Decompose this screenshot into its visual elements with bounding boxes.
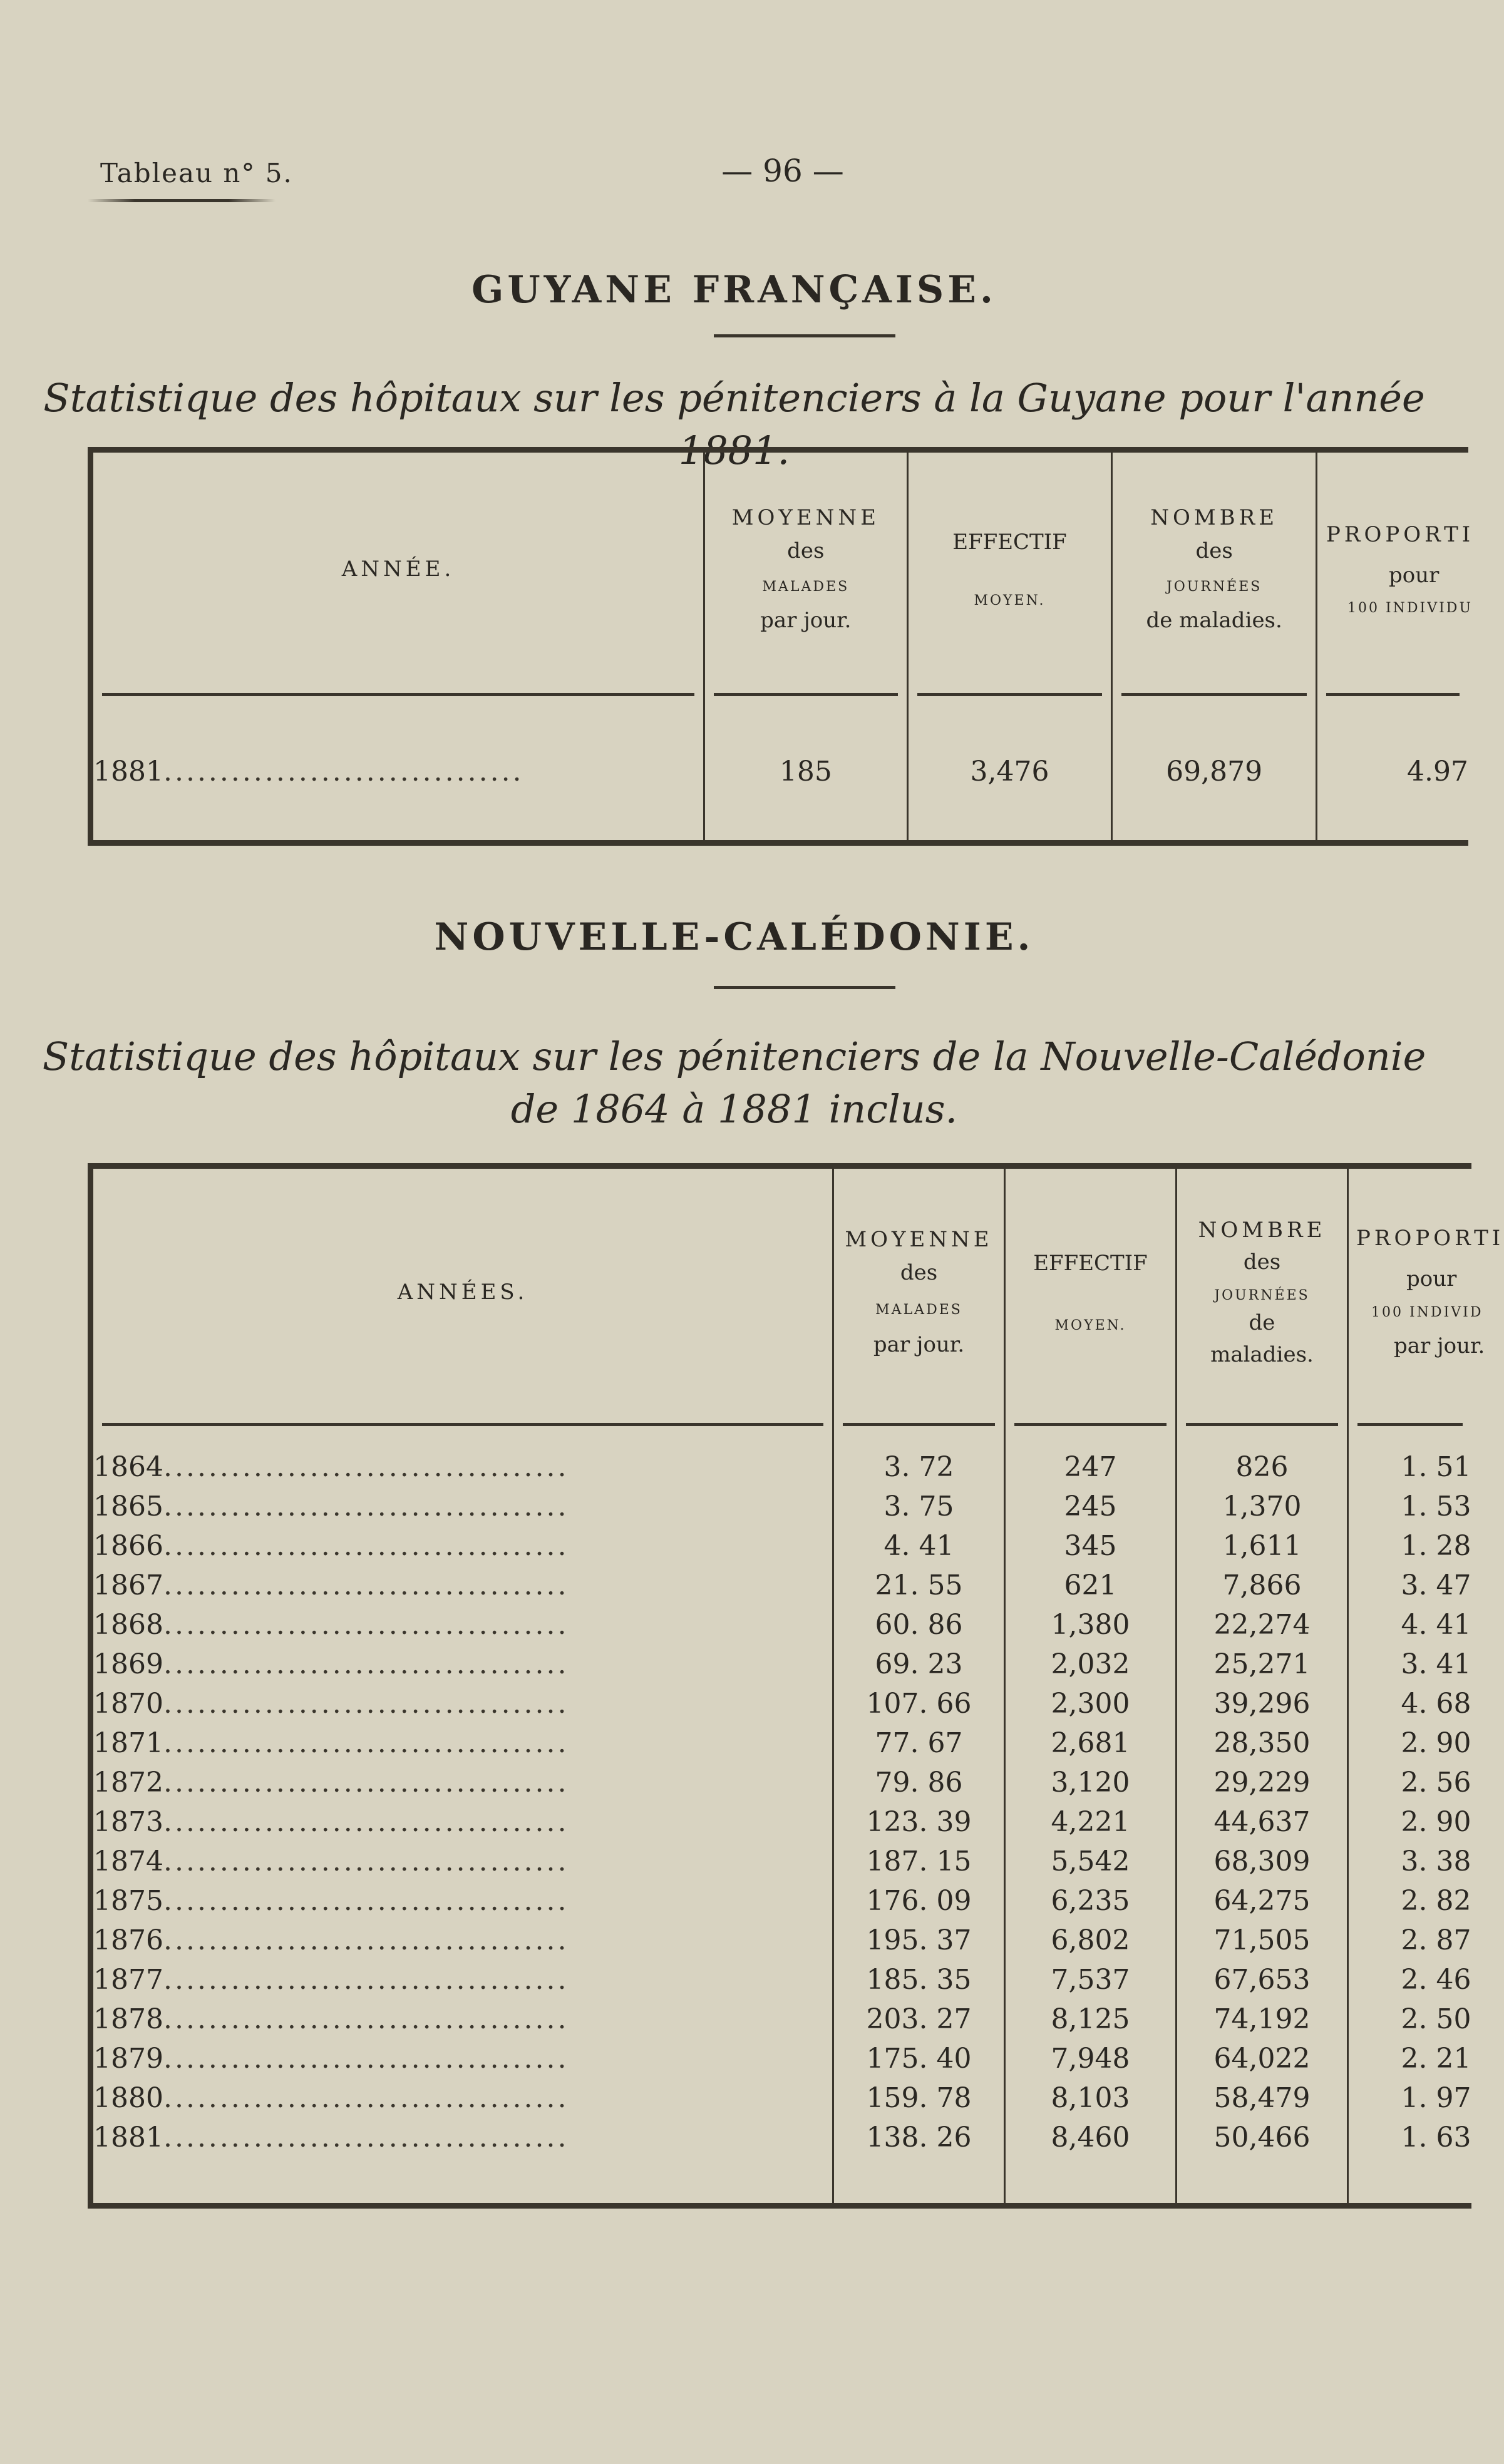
header-label: JOURNÉES — [1166, 578, 1262, 595]
cell-proportion: 2. 82 — [1348, 1881, 1471, 1921]
header-label: des — [900, 1260, 938, 1286]
cell-moyenne: 123. 39 — [833, 1802, 1005, 1842]
table-row — [91, 1960, 1471, 1999]
year-label: 1878 — [93, 2003, 163, 2035]
cell-nombre: 1,370 — [1177, 1487, 1348, 1526]
leader-dots: .................................... — [163, 1963, 569, 1996]
leader-dots: .................................... — [163, 2003, 569, 2035]
leader-dots: .................................... — [163, 1766, 569, 1799]
header-label: par jour. — [760, 608, 852, 634]
guyane-table — [88, 447, 1475, 846]
header-label: MALADES — [875, 1301, 962, 1318]
cell-effectif: 2,681 — [1005, 1723, 1177, 1763]
guyane-subtitle: Statistique des hôpitaux sur les pénitenciers à la Guyane pour l'année 1881. — [43, 375, 1425, 473]
cell-effectif: 3,476 — [907, 703, 1112, 843]
leader-dots: .................................... — [163, 2042, 569, 2075]
col-header-effectif — [907, 450, 1112, 687]
leader-dots: .................................... — [163, 1845, 569, 1877]
cell-proportion: 1. 63 — [1348, 2118, 1471, 2157]
cell-nombre: 826 — [1177, 1433, 1348, 1487]
header-label: ANNÉES. — [397, 1280, 528, 1305]
leader-dots: .................................... — [163, 2121, 569, 2153]
header-label: MOYENNE — [731, 505, 880, 531]
row-year — [91, 1487, 833, 1526]
cell-nombre: 28,350 — [1177, 1723, 1348, 1763]
cell-nombre: 64,022 — [1177, 2039, 1348, 2078]
col-header-nombre — [1177, 1166, 1348, 1417]
cell-proportion: 2. 46 — [1348, 1960, 1471, 1999]
table-row — [91, 1723, 1471, 1763]
leader-dots: .................................... — [163, 1687, 569, 1720]
caledonie-table — [88, 1163, 1504, 2209]
row-year — [91, 2078, 833, 2118]
caledonie-table-body — [91, 1433, 1471, 2206]
leader-dots: .................................... — [163, 1727, 569, 1759]
leader-dots: .................................... — [163, 1805, 569, 1838]
cell-moyenne: 4. 41 — [833, 1526, 1005, 1566]
year-label: 1871 — [93, 1727, 163, 1759]
cell-nombre: 69,879 — [1112, 703, 1317, 843]
year-label: 1869 — [93, 1648, 163, 1680]
table-row — [91, 1881, 1471, 1921]
header-label: MOYEN. — [1054, 1317, 1126, 1333]
cell-moyenne: 3. 75 — [833, 1487, 1005, 1526]
table-row — [91, 2118, 1471, 2157]
caledonie-title: NOUVELLE-CALÉDONIE. — [434, 915, 1034, 959]
header-label: par jour. — [1394, 1333, 1485, 1359]
cell-nombre: 1,611 — [1177, 1526, 1348, 1566]
cell-nombre: 44,637 — [1177, 1802, 1348, 1842]
year-label: 1880 — [93, 2082, 163, 2114]
cell-effectif: 2,032 — [1005, 1645, 1177, 1684]
cell-moyenne: 176. 09 — [833, 1881, 1005, 1921]
year-label: 1864 — [93, 1451, 163, 1483]
header-label: MALADES — [762, 578, 850, 595]
year-label: 1879 — [93, 2042, 163, 2075]
cell-effectif: 621 — [1005, 1566, 1177, 1605]
cell-effectif: 8,103 — [1005, 2078, 1177, 2118]
cell-moyenne: 60. 86 — [833, 1605, 1005, 1645]
cell-effectif: 6,802 — [1005, 1921, 1177, 1960]
row-year — [91, 1645, 833, 1684]
header-label: des — [1195, 538, 1233, 564]
header-label: par jour. — [873, 1332, 965, 1358]
year-label: 1874 — [93, 1845, 163, 1877]
cell-proportion: 4. 41 — [1348, 1605, 1471, 1645]
table-footer-space — [91, 2157, 1471, 2206]
row-year — [91, 1802, 833, 1842]
cell-proportion: 2. 90 — [1348, 1723, 1471, 1763]
cell-effectif: 7,948 — [1005, 2039, 1177, 2078]
cell-moyenne: 3. 72 — [833, 1433, 1005, 1487]
cell-proportion: 3. 41 — [1348, 1645, 1471, 1684]
cell-nombre: 64,275 — [1177, 1881, 1348, 1921]
cell-moyenne: 203. 27 — [833, 1999, 1005, 2039]
cell-moyenne: 69. 23 — [833, 1645, 1005, 1684]
table-row — [91, 1487, 1471, 1526]
table-row — [91, 2039, 1471, 2078]
year-label: 1865 — [93, 1490, 163, 1522]
col-header-nombre — [1112, 450, 1317, 687]
cell-moyenne: 187. 15 — [833, 1842, 1005, 1881]
header-label: des — [787, 538, 825, 564]
table-row — [91, 1921, 1471, 1960]
row-year — [91, 1526, 833, 1566]
cell-nombre: 67,653 — [1177, 1960, 1348, 1999]
cell-proportion: 2. 87 — [1348, 1921, 1471, 1960]
cell-effectif: 7,537 — [1005, 1960, 1177, 1999]
header-label: maladies. — [1210, 1342, 1314, 1367]
header-separator — [91, 687, 1469, 703]
col-header-proportion — [1316, 450, 1475, 687]
cell-nombre: 25,271 — [1177, 1645, 1348, 1684]
cell-nombre: 29,229 — [1177, 1763, 1348, 1802]
cell-nombre: 22,274 — [1177, 1605, 1348, 1645]
cell-effectif: 3,120 — [1005, 1763, 1177, 1802]
header-label: EFFECTIF — [1033, 1251, 1148, 1276]
cell-moyenne: 79. 86 — [833, 1763, 1005, 1802]
cell-effectif: 8,125 — [1005, 1999, 1177, 2039]
cell-proportion: 4.97 — [1316, 703, 1468, 843]
year-label: 1867 — [93, 1569, 163, 1601]
cell-proportion: 1. 51 — [1348, 1433, 1471, 1487]
cell-proportion: 1. 53 — [1348, 1487, 1471, 1526]
year-label: 1868 — [93, 1608, 163, 1641]
row-year — [91, 1684, 833, 1723]
cell-effectif: 5,542 — [1005, 1842, 1177, 1881]
cell-effectif: 4,221 — [1005, 1802, 1177, 1842]
cell-moyenne: 159. 78 — [833, 2078, 1005, 2118]
year-label: 1877 — [93, 1963, 163, 1996]
row-year — [91, 1842, 833, 1881]
row-year — [91, 1960, 833, 1999]
header-label: JOURNÉES — [1214, 1287, 1310, 1303]
leader-dots: .................................... — [163, 1569, 569, 1601]
col-header-moyenne — [704, 450, 908, 687]
cell-effectif: 8,460 — [1005, 2118, 1177, 2157]
header-label: NOMBRE — [1150, 505, 1279, 531]
cell-nombre: 71,505 — [1177, 1921, 1348, 1960]
table-row — [91, 1566, 1471, 1605]
row-year — [91, 1763, 833, 1802]
table-row — [91, 703, 1469, 843]
cell-proportion: 2. 56 — [1348, 1763, 1471, 1802]
table-row — [91, 1605, 1471, 1645]
row-year — [91, 1433, 833, 1487]
cell-proportion: 2. 50 — [1348, 1999, 1471, 2039]
leader-dots: .................................... — [163, 1924, 569, 1956]
header-label: de maladies. — [1146, 608, 1282, 634]
header-label: MOYEN. — [974, 592, 1046, 608]
table-row — [91, 1842, 1471, 1881]
cell-proportion: 1. 97 — [1348, 2078, 1471, 2118]
row-year — [91, 1921, 833, 1960]
header-label: ANNÉE. — [341, 557, 455, 582]
table-header-row — [91, 1166, 1471, 1417]
year-label: 1881 — [93, 755, 163, 788]
table-header-row — [91, 450, 1469, 687]
col-header-moyenne — [833, 1166, 1005, 1417]
year-label: 1873 — [93, 1805, 163, 1838]
cell-effectif: 6,235 — [1005, 1881, 1177, 1921]
caledonie-subtitle-line2: de 1864 à 1881 inclus. — [510, 1086, 958, 1132]
title-rule — [714, 334, 895, 337]
header-separator — [91, 1417, 1471, 1433]
cell-moyenne: 107. 66 — [833, 1684, 1005, 1723]
cell-moyenne: 185. 35 — [833, 1960, 1005, 1999]
leader-dots: .................................... — [163, 2082, 569, 2114]
table-row — [91, 1763, 1471, 1802]
row-year — [91, 2118, 833, 2157]
cell-moyenne: 138. 26 — [833, 2118, 1005, 2157]
header-label: 100 INDIVID — [1371, 1304, 1483, 1320]
table-row — [91, 1526, 1471, 1566]
table-row — [91, 1433, 1471, 1487]
title-rule — [714, 986, 895, 989]
col-header-year — [91, 1166, 833, 1417]
cell-nombre: 68,309 — [1177, 1842, 1348, 1881]
header-label: NOMBRE — [1198, 1217, 1326, 1243]
col-header-effectif — [1005, 1166, 1177, 1417]
table-row — [91, 1684, 1471, 1723]
row-year — [91, 1881, 833, 1921]
cell-nombre: 50,466 — [1177, 2118, 1348, 2157]
leader-dots: .................................... — [163, 1529, 569, 1562]
col-header-year — [91, 450, 704, 687]
cell-nombre: 58,479 — [1177, 2078, 1348, 2118]
header-label: pour — [1388, 562, 1440, 588]
cell-effectif: 2,300 — [1005, 1684, 1177, 1723]
table-row — [91, 1999, 1471, 2039]
row-year — [91, 1605, 833, 1645]
header-label: EFFECTIF — [952, 530, 1067, 555]
cell-moyenne: 195. 37 — [833, 1921, 1005, 1960]
cell-nombre: 39,296 — [1177, 1684, 1348, 1723]
col-header-proportion — [1348, 1166, 1504, 1417]
header-label: de — [1249, 1310, 1275, 1335]
row-year — [91, 1723, 833, 1763]
cell-proportion: 2. 90 — [1348, 1802, 1471, 1842]
table-number: Tableau n° 5. — [100, 158, 293, 188]
cell-effectif: 345 — [1005, 1526, 1177, 1566]
row-year — [91, 703, 704, 843]
row-year — [91, 2039, 833, 2078]
table-row — [91, 2078, 1471, 2118]
cell-moyenne: 77. 67 — [833, 1723, 1005, 1763]
header-label: PROPORTI — [1356, 1226, 1504, 1251]
header-label: des — [1243, 1249, 1281, 1275]
header-label: PROPORTI — [1326, 521, 1475, 547]
row-year — [91, 1999, 833, 2039]
year-label: 1866 — [93, 1529, 163, 1562]
year-label: 1876 — [93, 1924, 163, 1956]
cell-proportion: 3. 47 — [1348, 1566, 1471, 1605]
leader-dots: .................................... — [163, 1608, 569, 1641]
cell-proportion: 2. 21 — [1348, 2039, 1471, 2078]
table-row — [91, 1645, 1471, 1684]
cell-nombre: 7,866 — [1177, 1566, 1348, 1605]
cell-nombre: 74,192 — [1177, 1999, 1348, 2039]
year-label: 1875 — [93, 1884, 163, 1917]
cell-moyenne: 175. 40 — [833, 2039, 1005, 2078]
header-label: pour — [1406, 1266, 1457, 1292]
guyane-title: GUYANE FRANÇAISE. — [471, 268, 997, 312]
year-label: 1872 — [93, 1766, 163, 1799]
caledonie-subtitle-line1: Statistique des hôpitaux sur les pénitenciers de la Nouvelle-Calédonie — [42, 1034, 1426, 1079]
leader-dots: .................................... — [163, 1648, 569, 1680]
header-label: MOYENNE — [845, 1227, 993, 1253]
year-label: 1881 — [93, 2121, 163, 2153]
page-number: — 96 — — [721, 153, 844, 189]
decorative-rule — [88, 199, 276, 202]
leader-dots: .................................... — [163, 1490, 569, 1522]
cell-effectif: 245 — [1005, 1487, 1177, 1526]
cell-effectif: 1,380 — [1005, 1605, 1177, 1645]
row-year — [91, 1566, 833, 1605]
year-label: 1870 — [93, 1687, 163, 1720]
cell-moyenne: 185 — [704, 703, 908, 843]
leader-dots: .................................... — [163, 1884, 569, 1917]
table-row — [91, 1802, 1471, 1842]
leader-dots: .................................... — [163, 1451, 569, 1483]
cell-proportion: 1. 28 — [1348, 1526, 1471, 1566]
cell-moyenne: 21. 55 — [833, 1566, 1005, 1605]
header-label: 100 INDIVIDU — [1347, 600, 1473, 617]
cell-proportion: 3. 38 — [1348, 1842, 1471, 1881]
cell-proportion: 4. 68 — [1348, 1684, 1471, 1723]
cell-effectif: 247 — [1005, 1433, 1177, 1487]
leader-dots: ................................ — [163, 755, 524, 788]
